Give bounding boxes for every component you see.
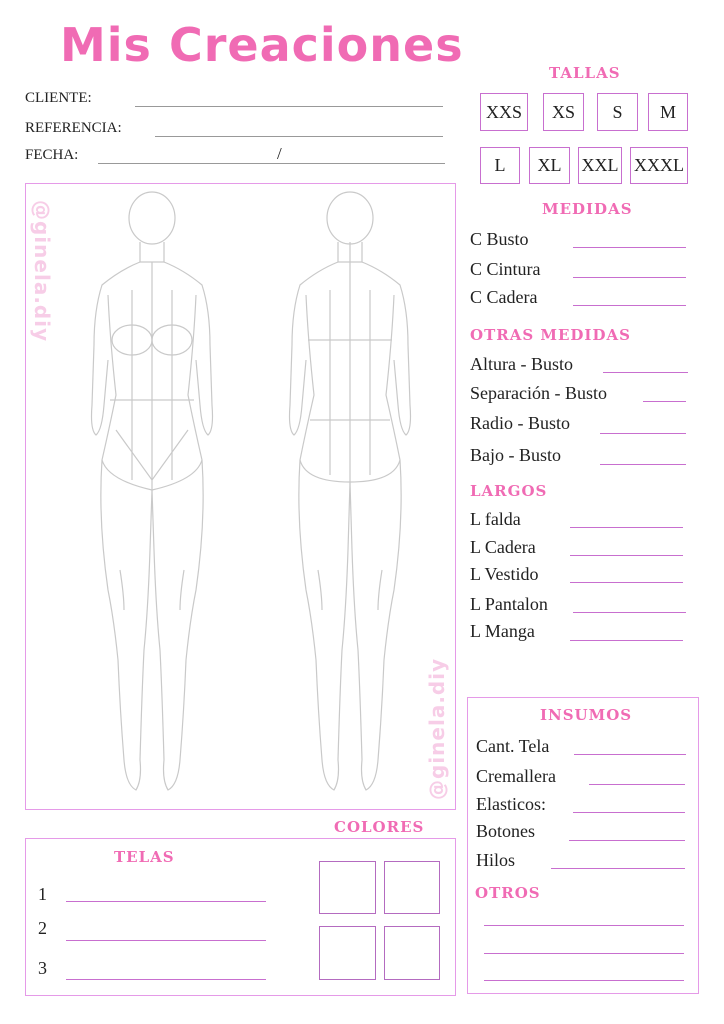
botones-field[interactable] [569,840,685,841]
otros-line-2[interactable] [484,953,684,954]
telas-heading: TELAS [114,848,175,866]
l-cadera-field[interactable] [570,555,683,556]
color-swatch-2[interactable] [384,861,440,914]
l-cadera-label: L Cadera [470,537,536,557]
otros-line-1[interactable] [484,925,684,926]
bajo-busto-field[interactable] [600,464,686,465]
fecha-separator: / [277,144,282,163]
c-cintura-field[interactable] [573,277,686,278]
bajo-busto-label: Bajo - Busto [470,445,562,465]
colores-heading: COLORES [334,818,425,836]
size-xs-button[interactable]: XS [543,93,584,131]
tallas-heading: TALLAS [549,64,621,82]
croquis-figures [80,190,425,805]
c-cadera-label: C Cadera [470,287,538,307]
referencia-label: REFERENCIA: [25,120,122,136]
radio-busto-label: Radio - Busto [470,413,571,433]
c-busto-label: C Busto [470,229,529,249]
tela-number-2: 2 [38,918,47,938]
size-xxl-button[interactable]: XXL [578,147,622,184]
tela-field-1[interactable] [66,901,266,902]
otros-line-3[interactable] [484,980,684,981]
c-cintura-label: C Cintura [470,259,541,279]
size-s-button[interactable]: S [597,93,638,131]
hilos-label: Hilos [476,850,516,870]
cremallera-field[interactable] [589,784,685,785]
medidas-heading: MEDIDAS [542,200,633,218]
cant-tela-label: Cant. Tela [476,736,550,756]
insumos-heading: INSUMOS [540,706,633,724]
elasticos-field[interactable] [573,812,685,813]
page-title: Mis Creaciones [60,18,464,72]
l-pantalon-label: L Pantalon [470,594,548,614]
altura-busto-label: Altura - Busto [470,354,573,374]
l-falda-label: L falda [470,509,521,529]
l-falda-field[interactable] [570,527,683,528]
size-xxs-button[interactable]: XXS [480,93,528,131]
tela-number-1: 1 [38,884,47,904]
separacion-busto-label: Separación - Busto [470,383,607,403]
color-swatch-4[interactable] [384,926,440,980]
fecha-field[interactable] [98,163,445,164]
color-swatch-1[interactable] [319,861,376,914]
cremallera-label: Cremallera [476,766,556,786]
size-xl-button[interactable]: XL [529,147,570,184]
otros-heading: OTROS [475,884,541,902]
botones-label: Botones [476,821,536,841]
size-xxxl-button[interactable]: XXXL [630,147,688,184]
c-busto-field[interactable] [573,247,686,248]
fecha-label: FECHA: [25,147,79,163]
color-swatch-3[interactable] [319,926,376,980]
altura-busto-field[interactable] [603,372,688,373]
cant-tela-field[interactable] [574,754,686,755]
watermark-bottom: @ginela.diy [425,657,449,800]
c-cadera-field[interactable] [573,305,686,306]
referencia-field[interactable] [155,136,443,137]
tela-number-3: 3 [38,958,47,978]
separacion-busto-field[interactable] [643,401,686,402]
tela-field-3[interactable] [66,979,266,980]
size-l-button[interactable]: L [480,147,520,184]
l-vestido-field[interactable] [570,582,683,583]
tela-field-2[interactable] [66,940,266,941]
l-pantalon-field[interactable] [573,612,686,613]
l-vestido-label: L Vestido [470,564,539,584]
elasticos-label: Elasticos: [476,794,546,814]
l-manga-field[interactable] [570,640,683,641]
back-figure [290,192,411,790]
l-manga-label: L Manga [470,621,535,641]
radio-busto-field[interactable] [600,433,686,434]
cliente-label: CLIENTE: [25,90,92,106]
size-m-button[interactable]: M [648,93,688,131]
hilos-field[interactable] [551,868,685,869]
largos-heading: LARGOS [470,482,548,500]
front-figure [92,192,213,790]
cliente-field[interactable] [135,106,443,107]
otras-medidas-heading: OTRAS MEDIDAS [470,326,631,344]
watermark-top: @ginela.diy [30,200,54,343]
